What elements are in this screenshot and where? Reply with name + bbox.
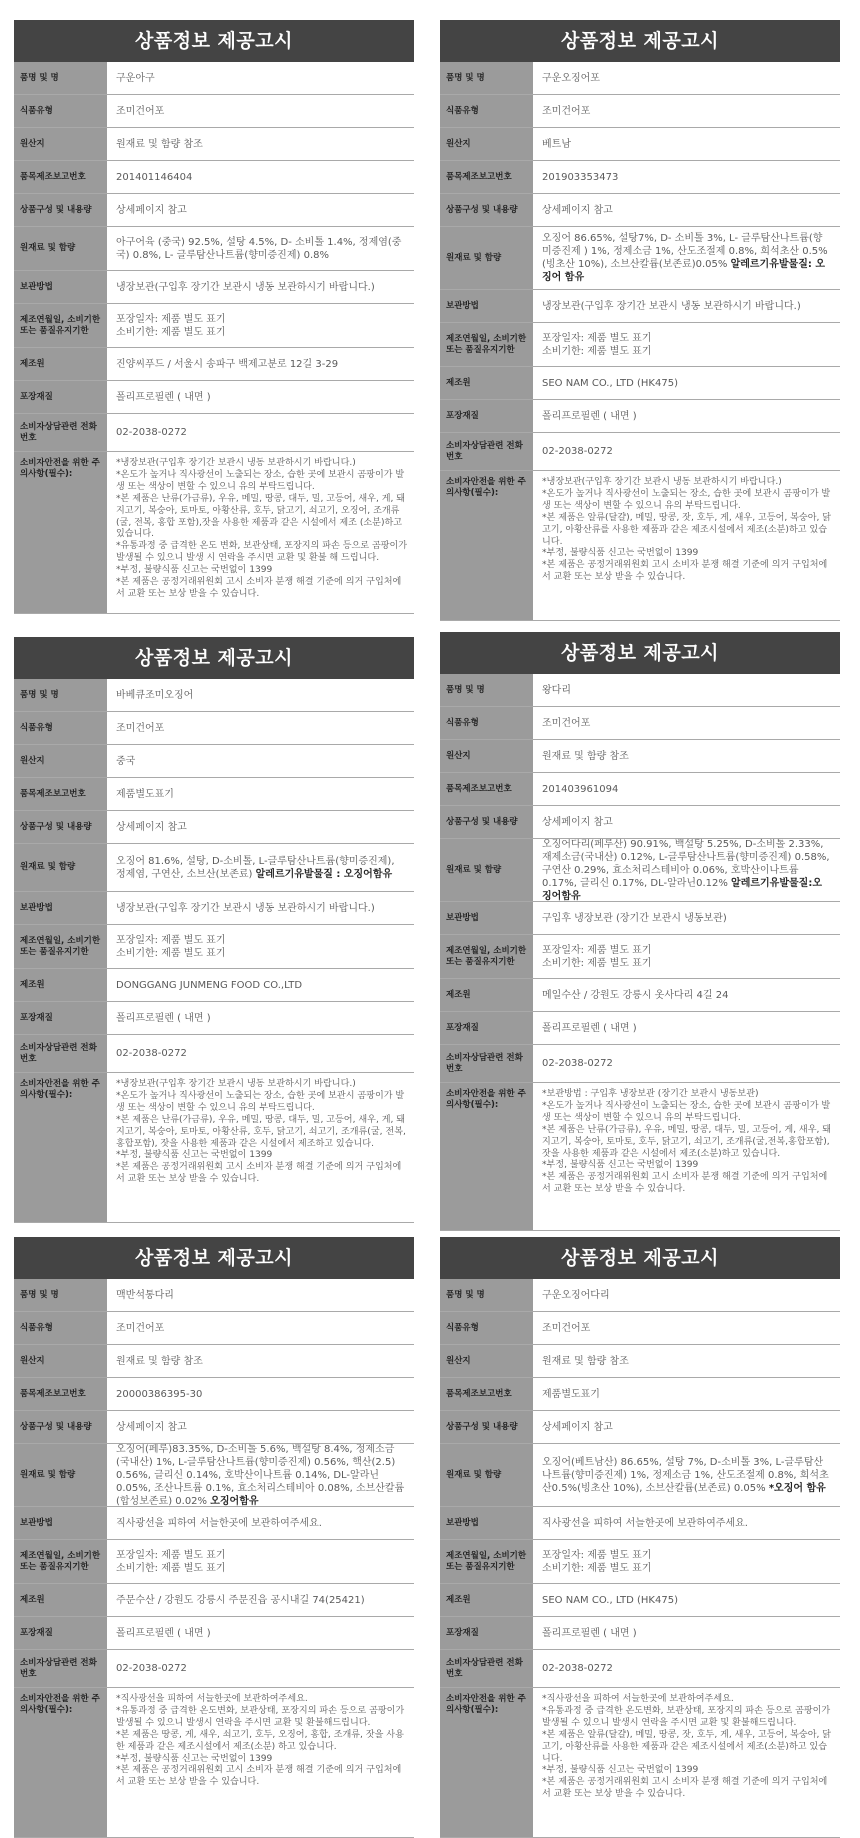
row-value: 20000386395-30 — [107, 1378, 414, 1410]
row-value: 냉장보관(구입후 장기간 보관시 냉동 보관하시기 바랍니다.) — [107, 271, 414, 303]
row-manufacturer — [14, 348, 414, 381]
row-label: 품명 및 명 — [440, 62, 533, 94]
row-safety-notes — [440, 1083, 840, 1231]
row-value: 폴리프로필렌 ( 내면 ) — [533, 400, 840, 432]
row-value: 02-2038-0272 — [533, 1650, 840, 1687]
row-ingredients — [14, 1444, 414, 1507]
row-value — [533, 1688, 840, 1837]
row-value: SEO NAM CO., LTD (HK475) — [533, 1584, 840, 1616]
row-value: 폴리프로필렌 ( 내면 ) — [107, 1617, 414, 1649]
row-ingredients — [14, 844, 414, 892]
row-value: 원재료 및 함량 참조 — [533, 1345, 840, 1377]
row-value — [107, 227, 414, 270]
expiry-text: 포장일자: 제품 별도 표기 소비기한: 제품 별도 표기 — [542, 1549, 652, 1574]
expiry-text: 포장일자: 제품 별도 표기 소비기한: 제품 별도 표기 — [542, 332, 652, 357]
row-value — [533, 227, 840, 289]
row-composition — [14, 1411, 414, 1444]
row-value: 냉장보관(구입후 장기간 보관시 냉동 보관하시기 바랍니다.) — [107, 892, 414, 924]
row-composition — [440, 806, 840, 839]
row-label: 소비자상담관련 전화번호 — [440, 1045, 533, 1082]
allergen-notice: 알레르기유발물질 : 오징어함유 — [255, 868, 393, 880]
row-value: 직사광선을 피하여 서늘한곳에 보관하여주세요. — [533, 1507, 840, 1539]
row-label: 보관방법 — [14, 1507, 107, 1539]
row-value: 맥반석통다리 — [107, 1279, 414, 1311]
row-origin — [440, 740, 840, 773]
row-value: 02-2038-0272 — [533, 433, 840, 470]
row-product-name — [14, 62, 414, 95]
row-label: 제조연월일, 소비기한 또는 품질유지기한 — [440, 323, 533, 366]
row-label: 원재료 및 함량 — [440, 839, 533, 901]
row-label: 보관방법 — [440, 1507, 533, 1539]
row-value: 바베큐조미오징어 — [107, 679, 414, 711]
row-label: 소비자상담관련 전화번호 — [14, 414, 107, 451]
row-packaging — [14, 1002, 414, 1035]
row-manufacturer — [440, 1584, 840, 1617]
row-label: 제조연월일, 소비기한 또는 품질유지기한 — [440, 935, 533, 978]
row-label: 제조연월일, 소비기한 또는 품질유지기한 — [14, 1540, 107, 1583]
row-label: 소비자안전을 위한 주의사항(필수): — [14, 1688, 107, 1837]
row-food-type — [440, 95, 840, 128]
row-label: 품목제조보고번호 — [440, 1378, 533, 1410]
row-origin — [440, 1345, 840, 1378]
ingredients-list: 아구어육 (중국) 92.5%, 설탕 4.5%, D- 소비톨 1.4%, 정제염(중국) 0.8%, L- 글루탐산나트륨(향미증진제) 0.8% — [116, 236, 402, 261]
panel-title: 상품정보 제공고시 — [14, 637, 414, 679]
row-report-number — [14, 778, 414, 811]
row-label: 품명 및 명 — [14, 62, 107, 94]
row-value: 직사광선을 피하여 서늘한곳에 보관하여주세요. — [107, 1507, 414, 1539]
safety-notes-text: *직사광선을 피하여 서늘한곳에 보관하여주세요. *유통과정 중 급격한 온도변화, 보관상태, 포장지의 파손 등으로 곰팡이가 발생될 수 있으니 발생시 연락을 주시면 교환 및 환불해드립니다. *본 제품은 알류(달걀), 메밀, 땅콩, 잣, 호두, 게, 새우, 고등어, 복숭아, 닭고기, 아황산류를 사용한 제품과 같은 제조시설에서 제조(소분)하고 있습니다. *부정, 불량식품 신고는 국번없이 1399 *본 제품은 공정거래위원회 고시 소비자 분쟁 해결 기준에 의거 구입처에서 교환 또는 보상 받을 수 있습니다. — [542, 1694, 832, 1800]
ingredients-text — [116, 1444, 405, 1506]
row-packaging — [440, 1617, 840, 1650]
row-label: 품목제조보고번호 — [14, 161, 107, 193]
row-label: 제조원 — [14, 969, 107, 1001]
safety-notes-text: *냉장보관(구입후 장기간 보관시 냉동 보관하시기 바랍니다.) *온도가 높거나 직사광선이 노출되는 장소, 습한 곳에 보관시 곰팡이가 발생 또는 색상이 변할 수 있으니 유의 부탁드립니다. *본 제품은 알류(달걀), 메밀, 땅콩, 잣, 호두, 게, 새우, 고등어, 복숭아, 닭고기, 아황산류를 사용한 제품과 같은 제조시설에서 제조(소분)하고 있습니다. *부정, 불량식품 신고는 국번없이 1399 *본 제품은 공정거래위원회 고시 소비자 분쟁 해결 기준에 의거 구입처에서 교환 또는 보상 받을 수 있습니다. — [542, 477, 832, 583]
row-safety-notes — [440, 1688, 840, 1838]
row-value: 조미건어포 — [533, 1312, 840, 1344]
row-label: 제조원 — [440, 1584, 533, 1616]
row-value: 원재료 및 함량 참조 — [107, 1345, 414, 1377]
row-composition — [440, 194, 840, 227]
row-expiry — [14, 1540, 414, 1584]
row-value: 201401146404 — [107, 161, 414, 193]
row-label: 원재료 및 함량 — [440, 1444, 533, 1506]
row-label: 식품유형 — [440, 1312, 533, 1344]
row-label: 식품유형 — [440, 95, 533, 127]
row-storage — [14, 1507, 414, 1540]
row-label: 원산지 — [440, 740, 533, 772]
row-label: 소비자안전을 위한 주의사항(필수): — [440, 1688, 533, 1837]
row-label: 원산지 — [14, 1345, 107, 1377]
product-info-panel — [440, 20, 840, 621]
row-food-type — [440, 1312, 840, 1345]
row-value: 폴리프로필렌 ( 내면 ) — [107, 1002, 414, 1034]
row-value: 구운아구 — [107, 62, 414, 94]
row-value: DONGGANG JUNMENG FOOD CO.,LTD — [107, 969, 414, 1001]
row-ingredients — [14, 227, 414, 271]
ingredients-text — [116, 236, 405, 262]
product-info-panel — [440, 632, 840, 1231]
row-label: 품목제조보고번호 — [440, 773, 533, 805]
row-label: 원산지 — [14, 745, 107, 777]
row-value — [107, 1688, 414, 1837]
row-value — [533, 323, 840, 366]
row-label: 품목제조보고번호 — [440, 161, 533, 193]
row-manufacturer — [440, 979, 840, 1012]
panel-title: 상품정보 제공고시 — [440, 1237, 840, 1279]
row-value: 구운오징어다리 — [533, 1279, 840, 1311]
row-value — [533, 1540, 840, 1583]
row-label: 포장재질 — [440, 400, 533, 432]
row-value: 02-2038-0272 — [107, 414, 414, 451]
row-label: 원재료 및 함량 — [14, 227, 107, 270]
row-label: 상품구성 및 내용량 — [440, 806, 533, 838]
row-storage — [440, 290, 840, 323]
row-expiry — [440, 323, 840, 367]
row-value: 냉장보관(구입후 장기간 보관시 냉동 보관하시기 바랍니다.) — [533, 290, 840, 322]
row-expiry — [440, 935, 840, 979]
row-label: 상품구성 및 내용량 — [440, 194, 533, 226]
row-label: 소비자상담관련 전화번호 — [440, 1650, 533, 1687]
row-ingredients — [440, 1444, 840, 1507]
row-safety-notes — [440, 471, 840, 621]
row-value: 제품별도표기 — [107, 778, 414, 810]
row-product-name — [440, 674, 840, 707]
row-label: 포장재질 — [14, 381, 107, 413]
row-food-type — [440, 707, 840, 740]
row-composition — [14, 194, 414, 227]
row-label: 품명 및 명 — [14, 679, 107, 711]
row-label: 제조원 — [14, 348, 107, 380]
row-label: 품명 및 명 — [440, 1279, 533, 1311]
row-label: 원재료 및 함량 — [440, 227, 533, 289]
row-label: 소비자안전을 위한 주의사항(필수): — [440, 471, 533, 620]
product-info-panel — [14, 20, 414, 614]
row-storage — [440, 902, 840, 935]
safety-notes-text: *보관방법 : 구입후 냉장보관 (장기간 보관시 냉동보관) *온도가 높거나 직사광선이 노출되는 장소, 습한 곳에 보관시 곰팡이가 발생 또는 색상이 변할 수 있으니 유의 부탁드립니다. *본 제품은 난류(가금류), 우유, 메밀, 땅콩, 대두, 밀, 고등어, 게, 새우, 돼지고기, 복숭아, 토마토, 호두, 닭고기, 쇠고기, 조개류(굴,전복,홍합포함), 잣을 사용한 제품과 같은 시설에서 제조(소분)하고 있습니다. *부정, 불량식품 신고는 국번없이 1399 *본 제품은 공정거래위원회 고시 소비자 분쟁 해결 기준에 의거 구입처에서 교환 또는 보상 받을 수 있습니다. — [542, 1089, 832, 1195]
row-value: 상세페이지 참고 — [107, 1411, 414, 1443]
row-product-name — [440, 62, 840, 95]
row-value: 상세페이지 참고 — [107, 194, 414, 226]
ingredients-list: 오징어 86.65%, 설탕7%, D- 소비톨 3%, L- 글루탐산나트륨(향미증진제 ) 1%, 정제소금 1%, 산도조절제 0.8%, 희석초산 0.5%(빙초산 10%), 소브산칼륨(보존료)0.05% — [542, 233, 828, 270]
row-value — [107, 304, 414, 347]
row-expiry — [14, 925, 414, 969]
row-expiry — [14, 304, 414, 348]
row-label: 품명 및 명 — [440, 674, 533, 706]
row-label: 제조원 — [14, 1584, 107, 1616]
ingredients-list: 오징어다리(페루산) 90.91%, 백설탕 5.25%, D-소비톨 2.33%, 재제소금(국내산) 0.12%, L-글루탐산나트륨(향미증진제) 0.58%, 구연산 0.29%, 효소처리스테비아 0.06%, 호박산이나트륨0.17%, 글리신 0.17%, DL-알라닌0.12% — [542, 839, 830, 889]
allergen-notice: *오징어 함유 — [768, 1482, 826, 1494]
row-label: 상품구성 및 내용량 — [14, 194, 107, 226]
row-consumer-phone — [440, 1045, 840, 1083]
row-food-type — [14, 95, 414, 128]
ingredients-list: 오징어(페루)83.35%, D-소비톨 5.6%, 백설탕 8.4%, 정제소금 (국내산) 1%, L-글루탐산나트륨(향미증진제) 0.56%, 핵산(2.5) 0.56%, 글리신 0.14%, 호박산이나트륨 0.14%, DL-알라닌0.05%, 조산나트륨 0.1%, 효소처리스테비아 0.08%, 소브산칼륨 (합성보존료) 0.02% — [116, 1444, 405, 1506]
row-consumer-phone — [14, 414, 414, 452]
row-label: 원재료 및 함량 — [14, 1444, 107, 1506]
row-manufacturer — [440, 367, 840, 400]
row-value — [107, 1073, 414, 1222]
row-value: 폴리프로필렌 ( 내면 ) — [107, 381, 414, 413]
row-value: 02-2038-0272 — [533, 1045, 840, 1082]
row-manufacturer — [14, 969, 414, 1002]
row-value: 201403961094 — [533, 773, 840, 805]
row-label: 소비자안전을 위한 주의사항(필수): — [440, 1083, 533, 1230]
row-label: 식품유형 — [14, 95, 107, 127]
row-storage — [14, 892, 414, 925]
row-origin — [14, 128, 414, 161]
row-label: 품목제조보고번호 — [14, 1378, 107, 1410]
row-label: 품목제조보고번호 — [14, 778, 107, 810]
row-value: 제품별도표기 — [533, 1378, 840, 1410]
safety-notes-text: *냉장보관(구입후 장기간 보관시 냉동 보관하시기 바랍니다.) *온도가 높거나 직사광선이 노출되는 장소, 습한 곳에 보관시 곰팡이가 발생 또는 색상이 변할 수 있으니 유의 부탁드립니다. *본 제품은 난류(가금류), 우유, 메밀, 땅콩, 대두, 밀, 고등어, 새우, 게, 돼지고기, 복숭아, 토마토, 아황산류, 호두, 닭고기, 쇠고기, 오징어, 조개류(굴, 전복, 홍합 포함),잣을 사용한 제품과 같은 시설에서 제조 (소분)하고 있습니다. *유통과정 중 급격한 온도 변화, 보관상태, 포장지의 파손 등으로 곰팡이가 발생될 수 있으니 발생 시 연락을 주시면 교환 및 환불 해 드립니다. *부정, 불량식품 신고는 국번없이 1399 *본 제품은 공정거래위원회 고시 소비자 분쟁 해결 기준에 의거 구입처에서 교환 또는 보상 받을 수 있습니다. — [116, 458, 408, 599]
allergen-notice: 알레르기유발물질: 오징어 함유 — [542, 259, 825, 283]
row-value — [533, 1083, 840, 1230]
ingredients-text — [542, 232, 831, 284]
row-value: 조미건어포 — [107, 95, 414, 127]
product-info-panel — [14, 1237, 414, 1838]
row-report-number — [14, 161, 414, 194]
safety-notes-text: *냉장보관(구입후 장기간 보관시 냉동 보관하시기 바랍니다.) *온도가 높거나 직사광선이 노출되는 장소, 습한 곳에 보관시 곰팡이가 발생 또는 색상이 변할 수 있으니 유의 부탁드립니다. *본 제품은 난류(가금류), 우유, 메밀, 땅콩, 대두, 밀, 고등어, 새우, 게, 돼지고기, 복숭아, 토마토, 아황산류, 호두, 닭고기, 쇠고기, 조개류(굴, 전복, 홍합포함), 잣을 사용한 제품과 같은 시설에서 제조하고 있습니다. *부정, 불량식품 신고는 국번없이 1399 *본 제품은 공정거래위원회 고시 소비자 분쟁 해결 기준에 의거 구입처에서 교환 또는 보상 받을 수 있습니다. — [116, 1079, 406, 1185]
row-report-number — [14, 1378, 414, 1411]
row-packaging — [14, 1617, 414, 1650]
row-packaging — [440, 1012, 840, 1045]
row-value: 조미건어포 — [533, 95, 840, 127]
allergen-notice: 알레르기유발물질:오징어함유 — [542, 877, 822, 901]
row-expiry — [440, 1540, 840, 1584]
row-label: 제조연월일, 소비기한 또는 품질유지기한 — [440, 1540, 533, 1583]
row-label: 상품구성 및 내용량 — [14, 811, 107, 843]
row-product-name — [14, 1279, 414, 1312]
row-label: 원산지 — [440, 1345, 533, 1377]
row-label: 제조연월일, 소비기한 또는 품질유지기한 — [14, 304, 107, 347]
row-value: 중국 — [107, 745, 414, 777]
allergen-notice: 오징어함유 — [210, 1495, 259, 1506]
row-label: 소비자상담관련 전화번호 — [440, 433, 533, 470]
ingredients-list: 오징어(베트남산) 86.65%, 설탕 7%, D-소비톨 3%, L-글루탐산나트륨(향미증진제) 1%, 정제소금 1%, 산도조절제 0.8%, 희석초산0.5%(빙초산 10%), 소브산칼륨(보존료) 0.05% — [542, 1456, 829, 1494]
row-value: 폴리프로필렌 ( 내면 ) — [533, 1617, 840, 1649]
row-label: 소비자안전을 위한 주의사항(필수): — [14, 1073, 107, 1222]
row-label: 소비자상담관련 전화번호 — [14, 1650, 107, 1687]
row-label: 보관방법 — [14, 271, 107, 303]
row-value: 조미건어포 — [107, 712, 414, 744]
row-value: 상세페이지 참고 — [533, 1411, 840, 1443]
row-value — [107, 844, 414, 891]
row-label: 보관방법 — [440, 290, 533, 322]
row-report-number — [440, 773, 840, 806]
expiry-text: 포장일자: 제품 별도 표기 소비기한: 제품 별도 표기 — [116, 313, 226, 338]
expiry-text: 포장일자: 제품 별도 표기 소비기한: 제품 별도 표기 — [116, 1549, 226, 1574]
row-value: 왕다리 — [533, 674, 840, 706]
row-label: 포장재질 — [14, 1002, 107, 1034]
row-storage — [440, 1507, 840, 1540]
ingredients-text — [542, 839, 831, 901]
row-consumer-phone — [440, 433, 840, 471]
row-label: 소비자상담관련 전화번호 — [14, 1035, 107, 1072]
row-value: 201903353473 — [533, 161, 840, 193]
row-origin — [14, 745, 414, 778]
row-value: 조미건어포 — [107, 1312, 414, 1344]
panel-title: 상품정보 제공고시 — [14, 1237, 414, 1279]
row-safety-notes — [14, 1073, 414, 1223]
row-consumer-phone — [14, 1035, 414, 1073]
expiry-text: 포장일자: 제품 별도 표기 소비기한: 제품 별도 표기 — [116, 934, 226, 959]
row-label: 식품유형 — [14, 712, 107, 744]
row-product-name — [440, 1279, 840, 1312]
row-value: 구입후 냉장보관 (장기간 보관시 냉동보관) — [533, 902, 840, 934]
row-label: 식품유형 — [14, 1312, 107, 1344]
row-label: 상품구성 및 내용량 — [440, 1411, 533, 1443]
ingredients-text — [116, 855, 405, 881]
row-label: 원재료 및 함량 — [14, 844, 107, 891]
row-value — [533, 471, 840, 620]
row-value: 메일수산 / 강원도 강릉시 옷사다리 4길 24 — [533, 979, 840, 1011]
row-origin — [440, 128, 840, 161]
row-value — [107, 925, 414, 968]
panel-title: 상품정보 제공고시 — [440, 632, 840, 674]
row-label: 제조연월일, 소비기한 또는 품질유지기한 — [14, 925, 107, 968]
row-value — [107, 1540, 414, 1583]
row-consumer-phone — [440, 1650, 840, 1688]
row-label: 포장재질 — [440, 1012, 533, 1044]
row-report-number — [440, 161, 840, 194]
row-label: 제조원 — [440, 367, 533, 399]
row-value: 폴리프로필렌 ( 내면 ) — [533, 1012, 840, 1044]
row-value: 베트남 — [533, 128, 840, 160]
row-value — [533, 839, 840, 901]
row-report-number — [440, 1378, 840, 1411]
row-manufacturer — [14, 1584, 414, 1617]
row-storage — [14, 271, 414, 304]
row-label: 원산지 — [14, 128, 107, 160]
row-value: 상세페이지 참고 — [533, 806, 840, 838]
ingredients-list: 오징어 81.6%, 설탕, D-소비톨, L-글루탐산나트륨(향미증진제), 정제염, 구연산, 소브산(보존료) — [116, 855, 395, 880]
row-label: 포장재질 — [440, 1617, 533, 1649]
row-value: 주문수산 / 강원도 강릉시 주문진읍 공시내길 74(25421) — [107, 1584, 414, 1616]
row-food-type — [14, 712, 414, 745]
expiry-text: 포장일자: 제품 별도 표기 소비기한: 제품 별도 표기 — [542, 944, 652, 969]
row-label: 보관방법 — [14, 892, 107, 924]
row-label: 품명 및 명 — [14, 1279, 107, 1311]
product-info-panel — [14, 637, 414, 1223]
row-label: 소비자안전을 위한 주의사항(필수): — [14, 452, 107, 613]
row-value: 02-2038-0272 — [107, 1650, 414, 1687]
row-value: 조미건어포 — [533, 707, 840, 739]
row-label: 식품유형 — [440, 707, 533, 739]
row-value — [107, 1444, 414, 1506]
row-product-name — [14, 679, 414, 712]
row-label: 제조원 — [440, 979, 533, 1011]
row-composition — [14, 811, 414, 844]
row-composition — [440, 1411, 840, 1444]
row-value: 상세페이지 참고 — [533, 194, 840, 226]
row-packaging — [440, 400, 840, 433]
row-value: 상세페이지 참고 — [107, 811, 414, 843]
row-label: 원산지 — [440, 128, 533, 160]
row-label: 상품구성 및 내용량 — [14, 1411, 107, 1443]
row-value: 원재료 및 함량 참조 — [107, 128, 414, 160]
panel-title: 상품정보 제공고시 — [14, 20, 414, 62]
row-value: 원재료 및 함량 참조 — [533, 740, 840, 772]
row-label: 포장재질 — [14, 1617, 107, 1649]
product-info-panel — [440, 1237, 840, 1838]
row-ingredients — [440, 839, 840, 902]
row-packaging — [14, 381, 414, 414]
row-ingredients — [440, 227, 840, 290]
row-safety-notes — [14, 1688, 414, 1838]
panel-title: 상품정보 제공고시 — [440, 20, 840, 62]
ingredients-text — [542, 1456, 831, 1495]
row-safety-notes — [14, 452, 414, 614]
row-food-type — [14, 1312, 414, 1345]
row-value: 02-2038-0272 — [107, 1035, 414, 1072]
row-value: 구운오징어포 — [533, 62, 840, 94]
row-origin — [14, 1345, 414, 1378]
row-consumer-phone — [14, 1650, 414, 1688]
safety-notes-text: *직사광선을 피하여 서늘한곳에 보관하여주세요. *유통과정 중 급격한 온도변화, 보관상태, 포장지의 파손 등으로 곰팡이가 발생될 수 있으니 발생시 연락을 주시면 교환 및 환불해드립니다. *본 제품은 땅콩, 게, 새우, 쇠고기, 호두, 오징어, 홍합, 조개류, 잣을 사용한 제품과 같은 제조시설에서 제조(소분) 하고 있습니다. *부정, 불량식품 신고는 국번없이 1399 *본 제품은 공정거래위원회 고시 소비자 분쟁 해결 기준에 의거 구입처에서 교환 또는 보상 받을 수 있습니다. — [116, 1694, 405, 1788]
row-label: 보관방법 — [440, 902, 533, 934]
row-value: 진양씨푸드 / 서울시 송파구 백제고분로 12길 3-29 — [107, 348, 414, 380]
row-value — [533, 935, 840, 978]
row-value — [107, 452, 414, 613]
row-value: SEO NAM CO., LTD (HK475) — [533, 367, 840, 399]
row-value — [533, 1444, 840, 1506]
